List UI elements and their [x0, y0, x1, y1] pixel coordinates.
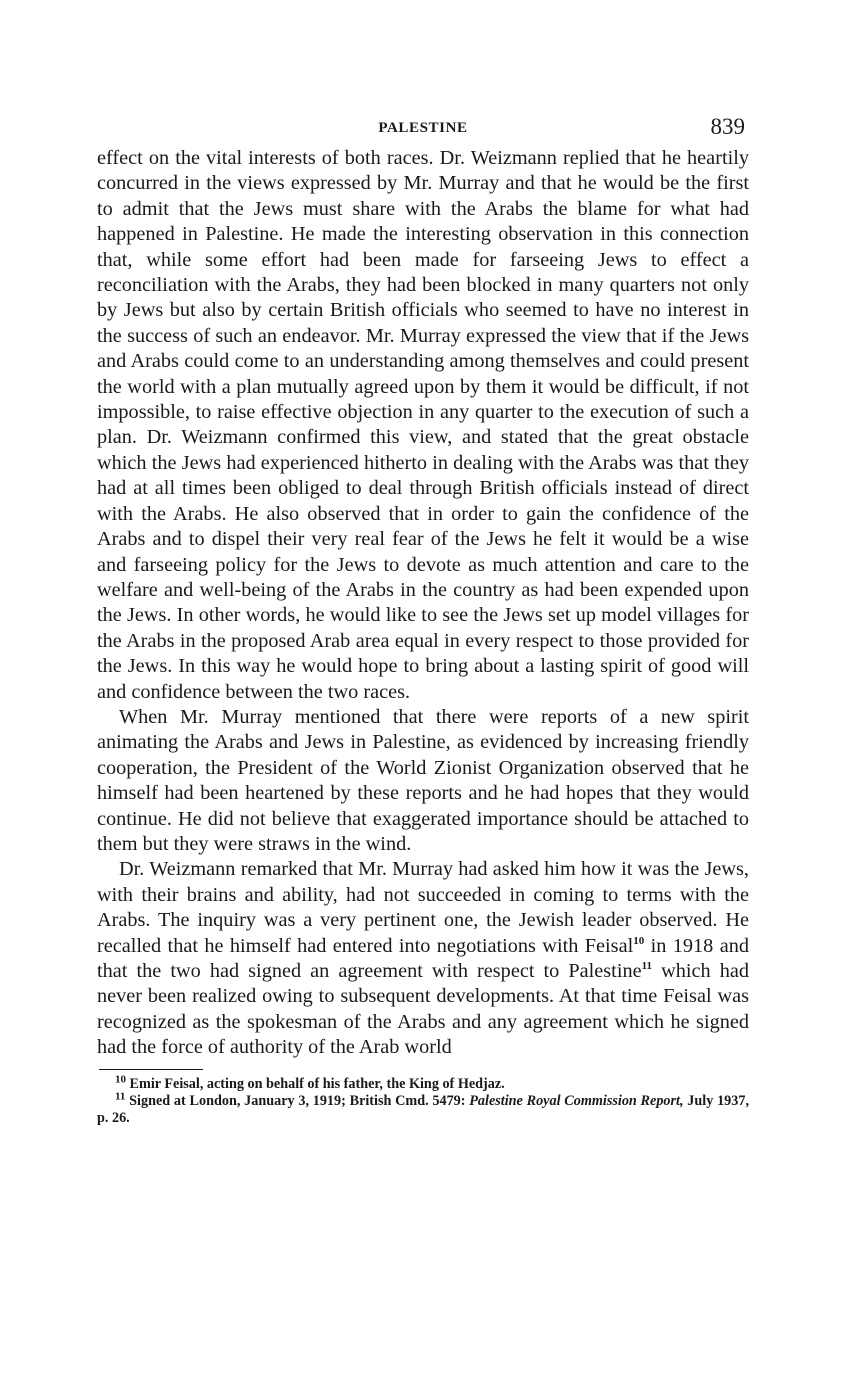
text-run: July 1937, p. 26.: [97, 1092, 749, 1126]
paragraph: [97, 857, 749, 1060]
text-run: Signed at London, January 3, 1919; British Cmd. 5479:: [125, 1092, 470, 1109]
text-run: Dr. Weizmann remarked that Mr. Murray had asked him how it was the Jews, with their brains and ability, had not succeeded in coming to terms with the Arabs. The inquiry was a very pertinent one, the Jewish leader observed. He recalled that he himself had entered into negotiations with Feisal: [97, 858, 749, 957]
footnote-divider: [99, 1069, 203, 1070]
paragraph: [97, 705, 749, 857]
italic-text: Palestine Royal Commission Report,: [469, 1092, 684, 1109]
page-number: 839: [710, 114, 745, 139]
text-run: in 1918 and that the two had signed an agreement with respect to Palestine: [97, 934, 749, 982]
text-run: When Mr. Murray mentioned that there were reports of a new spirit animating the Arabs and Jews in Palestine, as evidenced by increasing friendly cooperation, the President of the World Zionist Organization observed that he himself had been heartened by these reports and he had hopes that they would continue. He did not believe that exaggerated importance should be attached to them but they were straws in the wind.: [97, 705, 749, 855]
paragraph: [97, 146, 749, 705]
footnote: [97, 1072, 749, 1093]
footnote-reference: 11: [641, 960, 653, 973]
footnote: [97, 1089, 749, 1127]
footnotes: [97, 1072, 749, 1127]
book-page: [97, 112, 749, 1127]
running-title: PALESTINE: [378, 120, 468, 136]
text-run: effect on the vital interests of both races. Dr. Weizmann replied that he heartily concurred in the views expressed by Mr. Murray and that he would be the first to admit that the Jews must share with the Arabs the blame for what had happened in Palestine. He made the interesting observation in this connection that, while some effort had been made for farseeing Jews to effect a reconciliation with the Arabs, they had been blocked in many quarters not only by Jews but also by certain British officials who seemed to have no interest in the success of such an endeavor. Mr. Murray expressed the view that if the Jews and Arabs could come to an understanding among themselves and could present the world with a plan mutually agreed upon by them it would be difficult, if not impossible, to raise effective objection in any quarter to the execution of such a plan. Dr. Weizmann confirmed this view, and stated that the great obstacle which the Jews had experienced hitherto in dealing with the Arabs was that they had at all times been obliged to deal through British officials instead of direct with the Arabs. He also observed that in order to gain the confidence of the Arabs and to dispel their very real fear of the Jews he felt it would be a wise and farseeing policy for the Jews to devote as much attention and care to the welfare and well-being of the Arabs in the country as had been expended upon the Jews. In other words, he would like to see the Jews set up model villages for the Arabs in the proposed Arab area equal in every respect to those provided for the Jews. In this way he would hope to bring about a lasting spirit of good will and confidence between the two races.: [97, 147, 749, 703]
text-run: Emir Feisal, acting on behalf of his father, the King of Hedjaz.: [126, 1075, 505, 1092]
footnote-reference: 10: [633, 934, 645, 947]
footnote-marker: 10: [115, 1072, 126, 1085]
text-run: which had never been realized owing to subsequent developments. At that time Feisal was recognized as the spokesman of the Arabs and any agreement which he signed had the force of authority of the Arab world: [97, 960, 749, 1059]
footnote-marker: 11: [115, 1089, 126, 1102]
running-head: [97, 112, 749, 146]
body-text: [97, 146, 749, 1061]
